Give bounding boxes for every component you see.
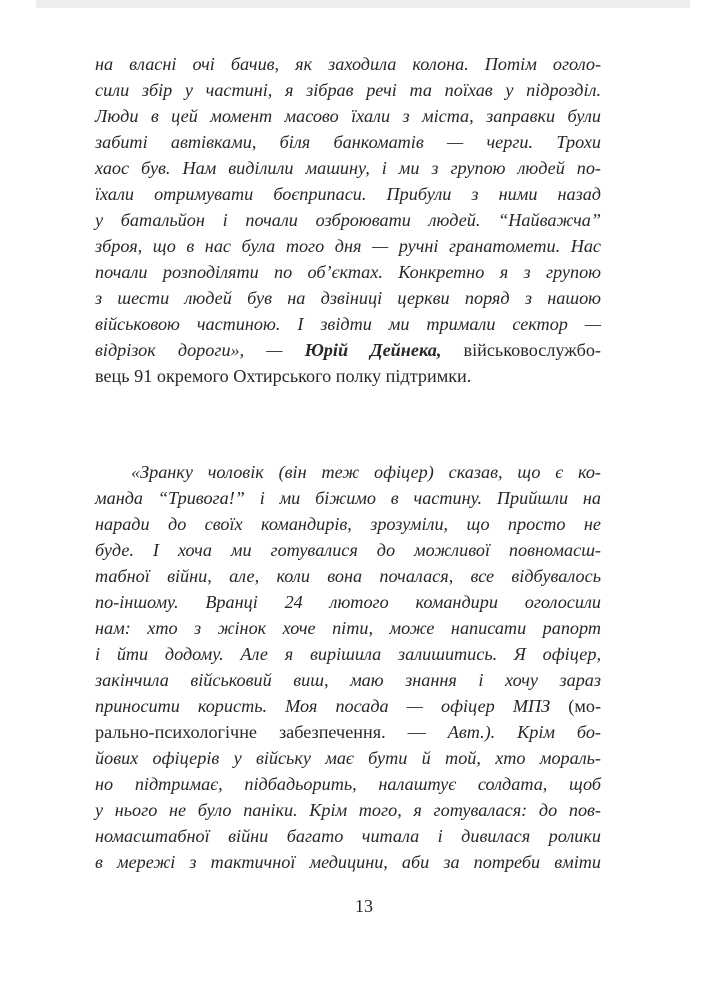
text-segment: відрізок дороги», —	[95, 340, 305, 360]
text-line	[95, 259, 601, 285]
text-line	[95, 181, 601, 207]
text-segment: по-іншому. Вранці 24 лютого командири оголосили	[95, 592, 601, 612]
text-line	[95, 849, 601, 875]
text-segment: зброя, що в нас була того дня — ручні гранатомети. Нас	[95, 236, 601, 256]
text-line	[95, 667, 601, 693]
text-line	[95, 615, 601, 641]
text-line	[95, 155, 601, 181]
text-line	[95, 797, 601, 823]
text-line	[95, 511, 601, 537]
text-segment: вець 91 окремого Охтирського полку підтримки.	[95, 366, 472, 386]
text-segment: їхали отримувати боєприпаси. Прибули з ними назад	[95, 184, 601, 204]
text-line	[95, 207, 601, 233]
text-segment: на власні очі бачив, як заходила колона. Потім оголо-	[95, 54, 601, 74]
text-segment: забиті автівками, біля банкоматів — черги. Трохи	[95, 132, 601, 152]
text-segment: приносити користь. Моя посада — офіцер МПЗ	[95, 696, 569, 716]
text-line	[95, 745, 601, 771]
text-segment: військовослужбо-	[441, 340, 601, 360]
text-line	[95, 771, 601, 797]
text-line	[95, 129, 601, 155]
text-segment: (мо-	[568, 696, 601, 716]
text-segment: з шести людей був на дзвіниці церкви поряд з нашою	[95, 288, 601, 308]
text-segment: Люди в цей момент масово їхали з міста, заправки були	[95, 106, 601, 126]
text-segment: йових офіцерів у війську має бути й той, хто мораль-	[95, 748, 601, 768]
text-segment: манда “Тривога!” і ми біжимо в частину. Прийшли на	[95, 488, 601, 508]
page-top-edge	[36, 0, 690, 8]
text-line	[95, 459, 601, 485]
text-line	[95, 337, 601, 363]
text-line	[95, 103, 601, 129]
text-segment: «Зранку чоловік (він теж офіцер) сказав, що є ко-	[131, 462, 601, 482]
text-segment: наради до своїх командирів, зрозуміли, що просто не	[95, 514, 601, 534]
text-line	[95, 51, 601, 77]
text-line	[95, 485, 601, 511]
text-segment: но підтримає, підбадьорить, налаштує солдата, щоб	[95, 774, 601, 794]
text-line	[95, 719, 601, 745]
text-line	[95, 363, 601, 389]
text-segment: рально-психологічне забезпечення. —	[95, 722, 448, 742]
text-segment: військовою частиною. І звідти ми тримали сектор —	[95, 314, 601, 334]
paragraph	[95, 51, 601, 389]
text-segment: табної війни, але, коли вона почалася, все відбувалось	[95, 566, 601, 586]
text-line	[95, 823, 601, 849]
text-segment: хаос був. Нам виділили машину, і ми з групою людей по-	[95, 158, 601, 178]
paragraph	[95, 459, 601, 875]
page-number: 13	[355, 896, 373, 916]
text-segment: в мережі з тактичної медицини, аби за потреби вміти	[95, 852, 601, 872]
text-segment: нам: хто з жінок хоче піти, може написати рапорт	[95, 618, 601, 638]
text-line	[95, 77, 601, 103]
text-segment: буде. І хоча ми готувалися до можливої повномасш-	[95, 540, 601, 560]
text-line	[95, 537, 601, 563]
text-segment: у нього не було паніки. Крім того, я готувалася: до пов-	[95, 800, 601, 820]
text-line	[95, 233, 601, 259]
book-page-body	[95, 51, 601, 875]
text-line	[95, 693, 601, 719]
text-segment: Авт.). Крім бо-	[447, 722, 601, 742]
text-segment: закінчила військовий виш, маю знання і хочу зараз	[95, 670, 601, 690]
text-line	[95, 589, 601, 615]
text-line	[95, 641, 601, 667]
text-segment: і йти додому. Але я вирішила залишитись. Я офіцер,	[95, 644, 601, 664]
text-line	[95, 563, 601, 589]
text-segment: номасштабної війни багато читала і дивилася ролики	[95, 826, 601, 846]
speaker-name: Юрій Дейнека,	[304, 340, 442, 360]
text-line	[95, 285, 601, 311]
text-segment: почали розподіляти по об’єктах. Конкретно я з групою	[95, 262, 601, 282]
text-line	[95, 311, 601, 337]
text-segment: у батальйон і почали озброювати людей. “Найважча”	[95, 210, 601, 230]
text-segment: сили збір у частині, я зібрав речі та поїхав у підрозділ.	[95, 80, 601, 100]
